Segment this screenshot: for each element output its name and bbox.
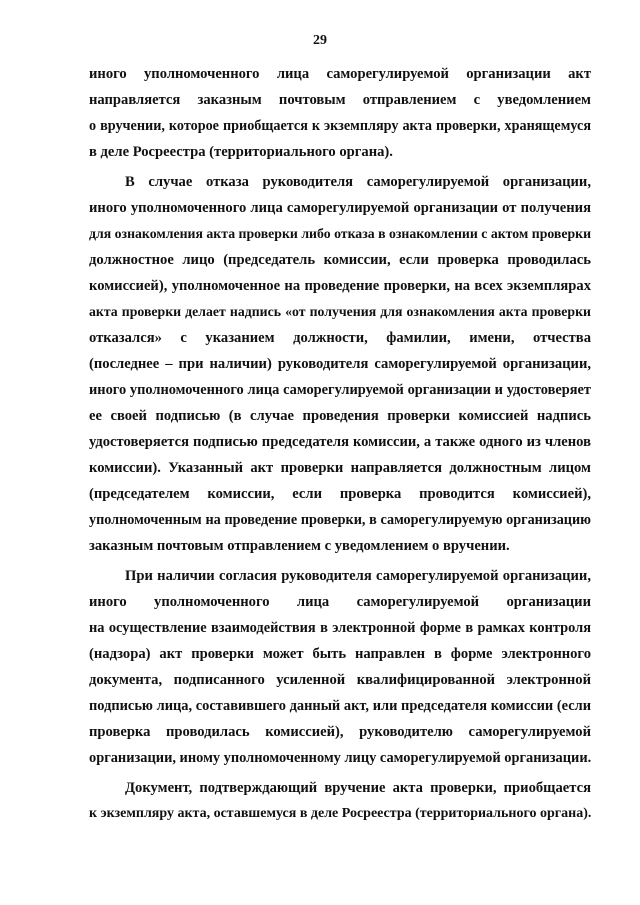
text-line: к экземпляру акта, оставшемуся в деле Росреестра (территориального органа). xyxy=(89,806,592,821)
text-line: Документ, подтверждающий вручение акта проверки, приобщается xyxy=(125,780,591,796)
text-line: иного уполномоченного лица саморегулируемой организации и удостоверяет xyxy=(89,382,591,398)
text-line: В случае отказа руководителя саморегулируемой организации, xyxy=(125,174,591,190)
text-line: на осуществление взаимодействия в электронной форме в рамках контроля xyxy=(89,620,591,636)
text-line: (председателем комиссии, если проверка проводится комиссией), xyxy=(89,486,591,502)
text-line: удостоверяется подписью председателя комиссии, а также одного из членов xyxy=(89,434,591,450)
text-line: (последнее – при наличии) руководителя саморегулируемой организации, xyxy=(89,356,591,372)
text-line: комиссии). Указанный акт проверки направляется должностным лицом xyxy=(89,460,591,476)
text-line: При наличии согласия руководителя саморегулируемой организации, xyxy=(125,568,591,584)
paragraph xyxy=(89,169,591,559)
text-line: организации, иному уполномоченному лицу саморегулируемой организации. xyxy=(89,750,592,766)
text-line: о вручении, которое приобщается к экземпляру акта проверки, хранящемуся xyxy=(89,118,591,134)
text-line: направляется заказным почтовым отправлением с уведомлением xyxy=(89,92,591,108)
paragraph xyxy=(89,61,591,165)
text-line: иного уполномоченного лица саморегулируемой организации xyxy=(89,594,591,610)
text-line: иного уполномоченного лица саморегулируемой организации от получения xyxy=(89,200,591,216)
text-line: отказался» с указанием должности, фамилии, имени, отчества xyxy=(89,330,591,346)
text-line: уполномоченным на проведение проверки, в саморегулируемую организацию xyxy=(89,512,591,528)
paragraph xyxy=(89,775,591,827)
text-line: (надзора) акт проверки может быть направлен в форме электронного xyxy=(89,646,591,662)
text-line: заказным почтовым отправлением с уведомлением о вручении. xyxy=(89,538,510,554)
text-line: для ознакомления акта проверки либо отказа в ознакомлении с актом проверки xyxy=(89,226,592,241)
document-body xyxy=(89,61,591,827)
text-line: подписью лица, составившего данный акт, или председателя комиссии (если xyxy=(89,698,591,714)
text-line: ее своей подписью (в случае проведения проверки комиссией надпись xyxy=(89,408,591,424)
text-line: иного уполномоченного лица саморегулируемой организации акт xyxy=(89,66,591,82)
text-line: документа, подписанного усиленной квалифицированной электронной xyxy=(89,672,591,688)
paragraph xyxy=(89,563,591,771)
text-line: комиссией), уполномоченное на проведение проверки, на всех экземплярах xyxy=(89,278,591,294)
text-line: проверка проводилась комиссией), руководителю саморегулируемой xyxy=(89,724,591,740)
text-line: акта проверки делает надпись «от получения для ознакомления акта проверки xyxy=(89,304,591,319)
text-line: должностное лицо (председатель комиссии, если проверка проводилась xyxy=(89,252,591,268)
page-number: 29 xyxy=(313,33,327,48)
text-line: в деле Росреестра (территориального органа). xyxy=(89,144,393,160)
